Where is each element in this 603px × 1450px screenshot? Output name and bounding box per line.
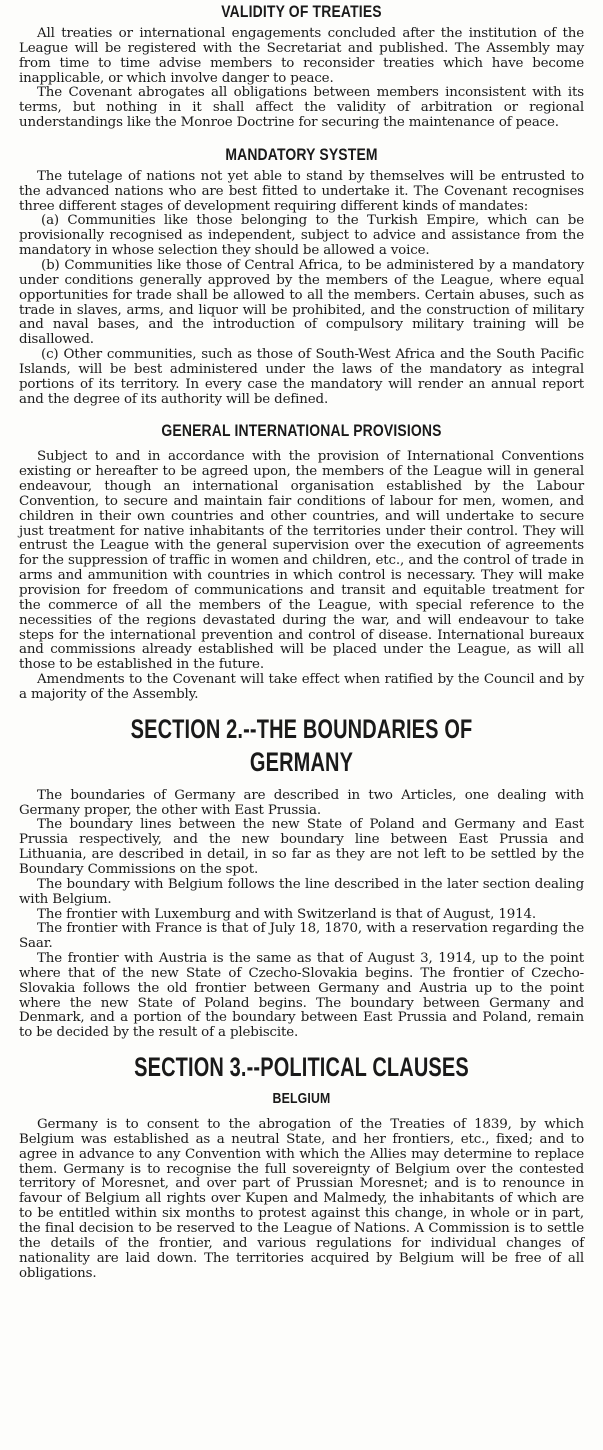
section2-paragraph-4: The frontier with Luxemburg and with Switzerland is that of August, 1914. — [37, 906, 536, 922]
mandatory-clause-a: (a) Communities like those belonging to the Turkish Empire, which can be provisionally recognised as independent, subject to advice and assistance from the mandatory in whose selection they should be allowed a voice. — [19, 213, 584, 259]
heading-general-international-provisions: GENERAL INTERNATIONAL PROVISIONS — [161, 421, 442, 441]
general-paragraph-2: Amendments to the Covenant will take effect when ratified by the Council and by a majority of the Assembly. — [19, 672, 584, 702]
heading-section-3: SECTION 3.--POLITICAL CLAUSES — [134, 1052, 469, 1083]
text-column — [19, 2, 584, 1281]
section2-paragraph-3: The boundary with Belgium follows the line described in the later section dealing with Belgium. — [19, 876, 584, 907]
section2-paragraph-6: The frontier with Austria is the same as that of August 3, 1914, up to the point where that of the new State of Czecho-Slovakia begins. The frontier of Czecho-Slovakia follows the old frontier between Germany and Austria up to the point where the new State of Poland begins. The boundary between Germany and Denmark, and a portion of the boundary between East Prussia and Poland, remain to be decided by the result of a plebiscite. — [19, 951, 584, 1041]
section2-paragraph-1: The boundaries of Germany are described in two Articles, one dealing with Germany proper, the other with East Prussia. — [19, 787, 584, 818]
mandatory-clause-b: (b) Communities like those of Central Africa, to be administered by a mandatory under conditions generally approved by the members of the League, where equal opportunities for trade shall be allowed to all the members. Certain abuses, such as trade in slaves, arms, and liquor will be prohibited, and the construction of military and naval bases, and the introduction of compulsory military training will be disallowed. — [19, 257, 584, 348]
heading-section-2: SECTION 2.--THE BOUNDARIES OF GERMANY — [130, 713, 473, 777]
mandatory-clause-c: (c) Other communities, such as those of South-West Africa and the South Pacific Islands, will be best administered under the laws of the mandatory as integral portions of its territory. In every case the mandatory will render an annual report and the degree of its authority will be defined. — [19, 347, 584, 407]
section2-paragraph-2: The boundary lines between the new State of Poland and Germany and East Prussia respectively, and the new boundary line between East Prussia and Lithuania, are described in detail, in so far as they are not left to be settled by the Boundary Commissions on the spot. — [19, 817, 584, 877]
mandatory-paragraph-1: The tutelage of nations not yet able to stand by themselves will be entrusted to the advanced nations who are best fitted to undertake it. The Covenant recognises three different stages of development requiring different kinds of mandates: — [19, 168, 584, 214]
general-paragraph-1: Subject to and in accordance with the provision of International Conventions existing or hereafter to be agreed upon, the members of the League will in general endeavour, though an international organisation established by the Labour Convention, to secure and maintain fair conditions of labour for men, women, and children in their own countries and other countries, and will undertake to secure just treatment for native inhabitants of the territories under their control. They will entrust the League with the general supervision over the execution of agreements for the suppression of traffic in women and children, etc., and the control of trade in arms and ammunition with countries in which control is necessary. They will make provision for freedom of communications and transit and equitable treatment for the commerce of all the members of the League, with special reference to the necessities of the regions devastated during the war, and will endeavour to take steps for the international prevention and control of disease. International bureaux and commissions already established will be placed under the League, as will all those to be established in the future. — [19, 449, 584, 673]
validity-paragraph-1: All treaties or international engagements concluded after the institution of the League will be registered with the Secretariat and published. The Assembly may from time to time advise members to reconsider treaties which have become inapplicable, or which involve danger to peace. — [19, 26, 584, 86]
section2-paragraph-5: The frontier with France is that of July 18, 1870, with a reservation regarding the Saar. — [19, 921, 584, 952]
validity-paragraph-2: The Covenant abrogates all obligations between members inconsistent with its terms, but nothing in it shall affect the validity of arbitration or regional understandings like the Monroe Doctrine for securing the maintenance of peace. — [19, 85, 584, 131]
heading-mandatory-system: MANDATORY SYSTEM — [225, 144, 378, 164]
belgium-paragraph-1: Germany is to consent to the abrogation of the Treaties of 1839, by which Belgium was established as a neutral State, and her frontiers, etc., fixed; and to agree in advance to any Convention with which the Allies may determine to replace them. Germany is to recognise the full sovereignty of Belgium over the contested territory of Moresnet, and over part of Prussian Moresnet; and is to renounce in favour of Belgium all rights over Kupen and Malmedy, the inhabitants of which are to be entitled within six months to protest against this change, in whole or in part, the final decision to be reserved to the League of Nations. A Commission is to settle the details of the frontier, and various regulations for individual changes of nationality are laid down. The territories acquired by Belgium will be free of all obligations. — [19, 1117, 584, 1281]
heading-belgium: BELGIUM — [272, 1090, 331, 1108]
heading-validity-of-treaties: VALIDITY OF TREATIES — [221, 2, 382, 21]
